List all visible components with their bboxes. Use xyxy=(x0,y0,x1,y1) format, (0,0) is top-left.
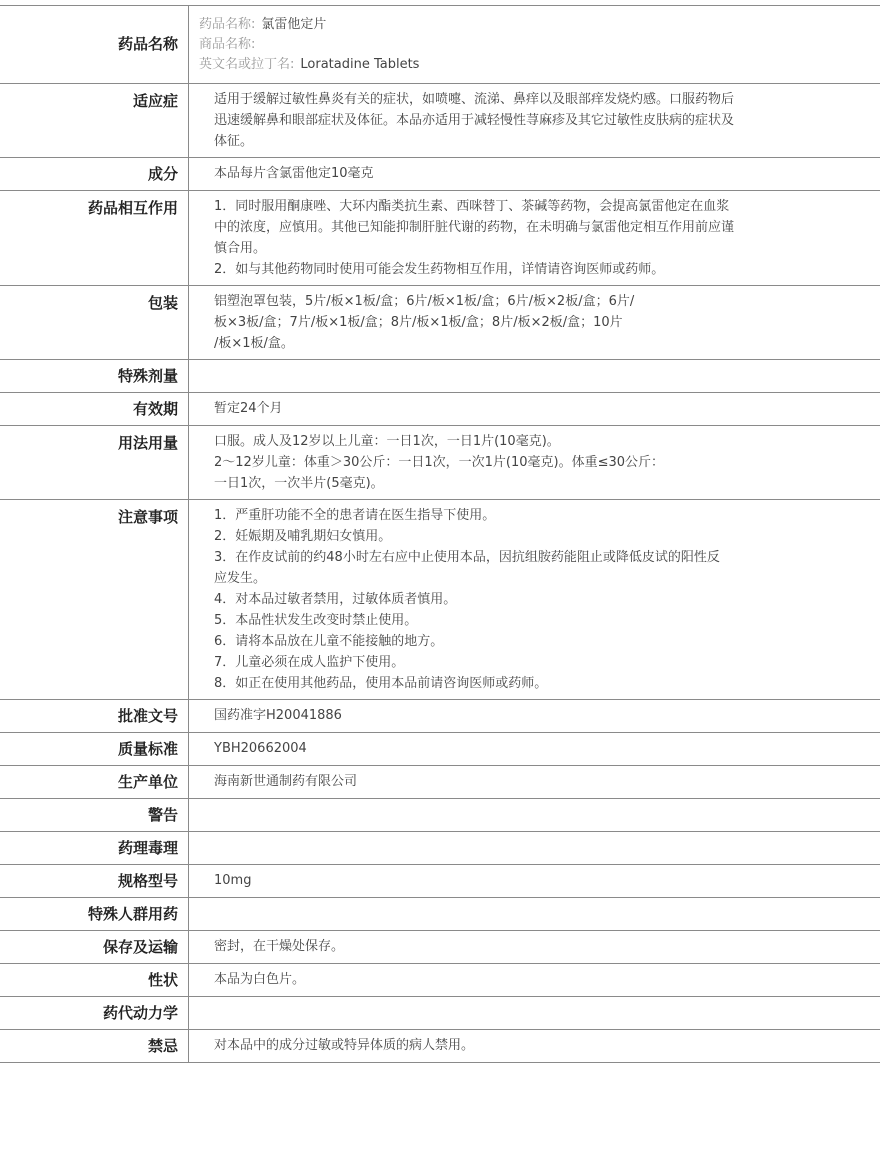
row-ingredients xyxy=(0,157,880,190)
label-pharmacokinetics: 药代动力学 xyxy=(0,997,189,1029)
value-dosage: 口服。成人及12岁以上儿童：一日1次，一日1片(10毫克)。 2～12岁儿童：体重＞30公斤：一日1次，一次1片(10毫克)。体重≤30公斤： 一日1次，一次半片(5毫克)。 xyxy=(214,434,665,491)
label-drug-name: 药品名称 xyxy=(0,6,189,83)
label-appearance: 性状 xyxy=(0,964,189,996)
row-interactions xyxy=(0,190,880,285)
row-packaging xyxy=(0,285,880,359)
generic-name-key: 药品名称: xyxy=(199,17,256,32)
value-packaging: 铝塑泡罩包装，5片/板×1板/盒；6片/板×1板/盒；6片/板×2板/盒；6片/ 板×3板/盒；7片/板×1板/盒；8片/板×1板/盒；8片/板×2板/盒；10片 /板×1板/盒。 xyxy=(214,294,635,351)
value-quality-standard: YBH20662004 xyxy=(214,741,307,756)
label-shelf-life: 有效期 xyxy=(0,393,189,425)
label-approval-no: 批准文号 xyxy=(0,700,189,732)
row-drug-name xyxy=(0,5,880,83)
label-special-dosage: 特殊剂量 xyxy=(0,360,189,392)
value-warning xyxy=(189,799,880,831)
value-specification: 10mg xyxy=(214,873,252,888)
value-appearance: 本品为白色片。 xyxy=(214,972,306,987)
english-name-value: Loratadine Tablets xyxy=(300,57,420,72)
generic-name-value: 氯雷他定片 xyxy=(261,17,327,32)
value-precautions: 1．严重肝功能不全的患者请在医生指导下使用。 2．妊娠期及哺乳期妇女慎用。 3．在作皮试前的约48小时左右应中止使用本品，因抗组胺药能阻止或降低皮试的阳性反 应发生。 4．对本品过敏者禁用，过敏体质者慎用。 5．本品性状发生改变时禁止使用。 6．请将本品放在儿童不能接触的地方。 7．儿童必须在成人监护下使用。 8．如正在使用其他药品，使用本品前请咨询医师或药师。 xyxy=(214,508,720,691)
row-dosage xyxy=(0,425,880,499)
row-pharmacology xyxy=(0,831,880,864)
label-ingredients: 成分 xyxy=(0,158,189,190)
value-pharmacology xyxy=(189,832,880,864)
value-indications: 适用于缓解过敏性鼻炎有关的症状，如喷嚏、流涕、鼻痒以及眼部痒发烧灼感。口服药物后 迅速缓解鼻和眼部症状及体征。本品亦适用于减轻慢性荨麻疹及其它过敏性皮肤病的症状及 体征。 xyxy=(214,92,735,149)
row-pharmacokinetics xyxy=(0,996,880,1029)
label-indications: 适应症 xyxy=(0,84,189,157)
row-specification xyxy=(0,864,880,897)
label-specification: 规格型号 xyxy=(0,865,189,897)
label-manufacturer: 生产单位 xyxy=(0,766,189,798)
label-interactions: 药品相互作用 xyxy=(0,191,189,285)
english-name-key: 英文名或拉丁名: xyxy=(199,57,295,72)
value-ingredients: 本品每片含氯雷他定10毫克 xyxy=(214,166,374,181)
label-storage: 保存及运输 xyxy=(0,931,189,963)
row-shelf-life xyxy=(0,392,880,425)
label-warning: 警告 xyxy=(0,799,189,831)
value-contraindications: 对本品中的成分过敏或特异体质的病人禁用。 xyxy=(214,1038,475,1053)
row-appearance xyxy=(0,963,880,996)
drug-info-table xyxy=(0,5,880,1063)
label-precautions: 注意事项 xyxy=(0,500,189,699)
value-special-population xyxy=(189,898,880,930)
value-pharmacokinetics xyxy=(189,997,880,1029)
row-special-population xyxy=(0,897,880,930)
value-drug-name xyxy=(189,6,880,83)
value-approval-no: 国药准字H20041886 xyxy=(214,708,342,723)
label-contraindications: 禁忌 xyxy=(0,1030,189,1062)
value-manufacturer: 海南新世通制药有限公司 xyxy=(214,774,358,789)
row-indications xyxy=(0,83,880,157)
row-warning xyxy=(0,798,880,831)
row-contraindications xyxy=(0,1029,880,1063)
row-approval-no xyxy=(0,699,880,732)
row-precautions xyxy=(0,499,880,699)
label-pharmacology: 药理毒理 xyxy=(0,832,189,864)
value-shelf-life: 暂定24个月 xyxy=(214,401,283,416)
value-interactions: 1．同时服用酮康唑、大环内酯类抗生素、西咪替丁、茶碱等药物，会提高氯雷他定在血浆 中的浓度，应慎用。其他已知能抑制肝脏代谢的药物，在未明确与氯雷他定相互作用前应谨 慎合用。 2．如与其他药物同时使用可能会发生药物相互作用，详情请咨询医师或药师。 xyxy=(214,199,735,277)
label-special-population: 特殊人群用药 xyxy=(0,898,189,930)
row-manufacturer xyxy=(0,765,880,798)
value-special-dosage xyxy=(189,360,880,392)
row-special-dosage xyxy=(0,359,880,392)
label-packaging: 包装 xyxy=(0,286,189,359)
row-quality-standard xyxy=(0,732,880,765)
row-storage xyxy=(0,930,880,963)
label-quality-standard: 质量标准 xyxy=(0,733,189,765)
trade-name-key: 商品名称: xyxy=(199,37,256,52)
value-storage: 密封，在干燥处保存。 xyxy=(214,939,345,954)
label-dosage: 用法用量 xyxy=(0,426,189,499)
